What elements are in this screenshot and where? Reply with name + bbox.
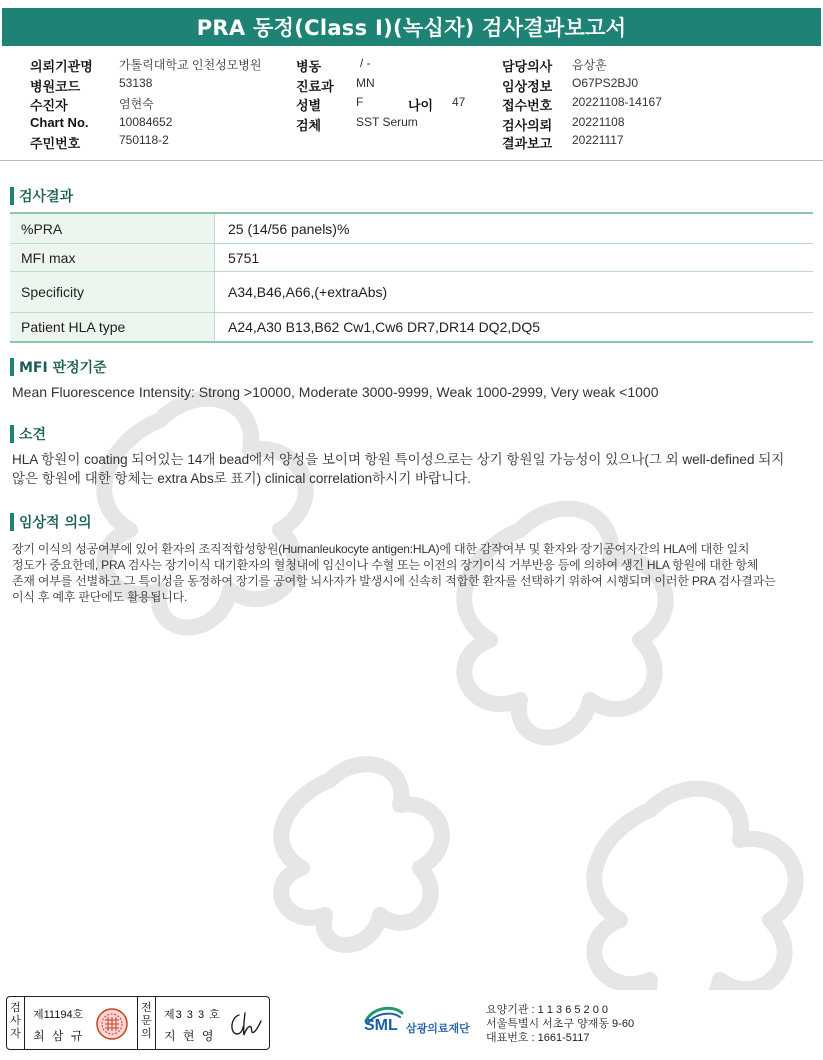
mfi-heading-text: MFI 판정기준 — [19, 360, 107, 376]
report-title: PRA 동정(Class I)(녹십자) 검사결과보고서 — [196, 16, 627, 40]
results-table — [10, 212, 813, 343]
results-row-value: A34,B46,A66,(+extraAbs) — [228, 284, 388, 300]
clinical-line: 장기 이식의 성공여부에 있어 환자의 조직적합성항원(Humanleukocyte antigen:HLA)에 대한 감작여부 및 환자와 장기공여자간의 HLA에 대한 일치 — [12, 542, 750, 556]
hospital-code-value: 53138 — [119, 76, 153, 90]
signature-icon — [225, 1007, 265, 1041]
results-row-value: 25 (14/56 panels)% — [228, 220, 350, 237]
chart-no-label: Chart No. — [30, 115, 89, 130]
resident-no-value: 750118-2 — [119, 133, 169, 147]
logo-org-name: 삼광의료재단 — [406, 1023, 470, 1035]
info-row — [30, 56, 810, 74]
results-row-value: A24,A30 B13,B62 Cw1,Cw6 DR7,DR14 DQ2,DQ5 — [228, 319, 541, 335]
opinion-text — [12, 450, 812, 488]
clinical-line: 존재 여부를 선별하고 그 특이성을 동정하여 장기를 공여할 뇌사자가 발생시에 신속히 적합한 환자를 선택하기 위하여 시행되며 이러한 PRA 검사결과는 — [12, 574, 776, 588]
specimen-value: SST Serum — [356, 115, 418, 129]
results-row — [10, 313, 813, 341]
lab-address: 서울특별시 서초구 양재동 9-60 — [486, 1018, 635, 1030]
info-row — [30, 133, 810, 151]
doctor-value: 음상훈 — [572, 58, 607, 72]
lab-phone: 대표번호 : 1661-5117 — [486, 1032, 590, 1044]
department-label: 진료과 — [296, 79, 334, 94]
recipient-value: 염현숙 — [119, 97, 154, 111]
resident-no-label: 주민번호 — [30, 136, 81, 151]
mfi-heading — [10, 357, 107, 377]
info-row — [30, 115, 810, 133]
results-row-label: Patient HLA type — [10, 313, 215, 341]
opinion-line: 않은 항원에 대한 항체는 extra Abs로 표기) clinical correlation하시기 바랍니다. — [12, 471, 471, 486]
report-date-value: 20221117 — [572, 133, 624, 147]
section-marker — [10, 358, 14, 376]
approver-name: 지 현 영 — [164, 1029, 216, 1043]
examiner-name: 최 삼 규 — [33, 1029, 85, 1043]
approver-label: 전 문 의 — [138, 997, 156, 1049]
opinion-line: HLA 항원이 coating 되어있는 14개 bead에서 양성을 보이며 항원 특이성으로는 상기 항원일 가능성이 있으나(그 외 well-defined 되지 — [12, 452, 785, 467]
results-row-value: 5751 — [228, 249, 260, 266]
age-label: 나이 — [408, 98, 434, 113]
request-date-value: 20221108 — [572, 115, 625, 129]
institution-label: 의뢰기관명 — [30, 59, 93, 74]
clinical-line: 정도가 중요한데, PRA 검사는 장기이식 대기환자의 혈청내에 임신이나 수혈 또는 이전의 장기이식 거부반응 등에 의하여 생긴 HLA 항원에 대한 항체 — [12, 558, 759, 572]
info-divider — [0, 160, 823, 161]
results-row-label: Specificity — [10, 272, 215, 312]
info-row — [30, 95, 810, 113]
receipt-no-value: 20221108-14167 — [572, 95, 662, 109]
doctor-label: 담당의사 — [502, 59, 553, 74]
approver-license-no: 제3 3 3 호 — [164, 1009, 221, 1021]
chart-no-value: 10084652 — [119, 115, 173, 129]
sex-label: 성별 — [296, 98, 322, 113]
section-marker — [10, 187, 14, 205]
age-value: 47 — [452, 95, 466, 109]
clinical-heading — [10, 512, 92, 532]
sex-value: F — [356, 95, 364, 109]
logo-text: SML — [364, 1017, 398, 1034]
results-heading — [10, 186, 73, 206]
examiner-license-no: 제11194호 — [33, 1009, 84, 1021]
results-heading-text: 검사결과 — [19, 189, 74, 205]
opinion-heading — [10, 424, 46, 444]
clinical-info-value: O67PS2BJ0 — [572, 76, 639, 90]
stamp-seal-icon — [95, 1007, 129, 1041]
section-marker — [10, 425, 14, 443]
results-row — [10, 272, 813, 313]
signature-box — [6, 996, 270, 1050]
receipt-no-label: 접수번호 — [502, 98, 553, 113]
patient-info-block — [30, 56, 810, 156]
results-row — [10, 244, 813, 272]
report-title-bar — [2, 8, 821, 46]
recipient-label: 수진자 — [30, 98, 68, 113]
report-date-label: 결과보고 — [502, 136, 553, 151]
clinical-line: 이식 후 예후 판단에도 활용됩니다. — [12, 590, 188, 604]
clinical-heading-text: 임상적 의의 — [19, 515, 92, 531]
request-date-label: 검사의뢰 — [502, 118, 553, 133]
section-marker — [10, 513, 14, 531]
institution-number: 요양기관 : 1 1 3 6 5 2 0 0 — [486, 1004, 609, 1016]
results-row-label: %PRA — [10, 214, 215, 243]
institution-value: 가톨릭대학교 인천성모병원 — [119, 58, 262, 72]
specimen-label: 검체 — [296, 118, 322, 133]
opinion-heading-text: 소견 — [19, 427, 47, 443]
lab-address-block — [486, 1003, 634, 1045]
mfi-criteria-text: Mean Fluorescence Intensity: Strong >10000, Moderate 3000-9999, Weak 1000-2999, Very weak <1000 — [12, 384, 659, 400]
examiner-label: 검 사 자 — [7, 997, 25, 1049]
results-row-label: MFI max — [10, 244, 215, 271]
sml-logo — [362, 1003, 492, 1045]
clinical-text — [12, 541, 812, 605]
hospital-code-label: 병원코드 — [30, 79, 81, 94]
ward-label: 병동 — [296, 59, 322, 74]
ward-value: / - — [360, 56, 371, 70]
results-row — [10, 214, 813, 244]
department-value: MN — [356, 76, 375, 90]
clinical-info-label: 임상정보 — [502, 79, 553, 94]
info-row — [30, 76, 810, 94]
